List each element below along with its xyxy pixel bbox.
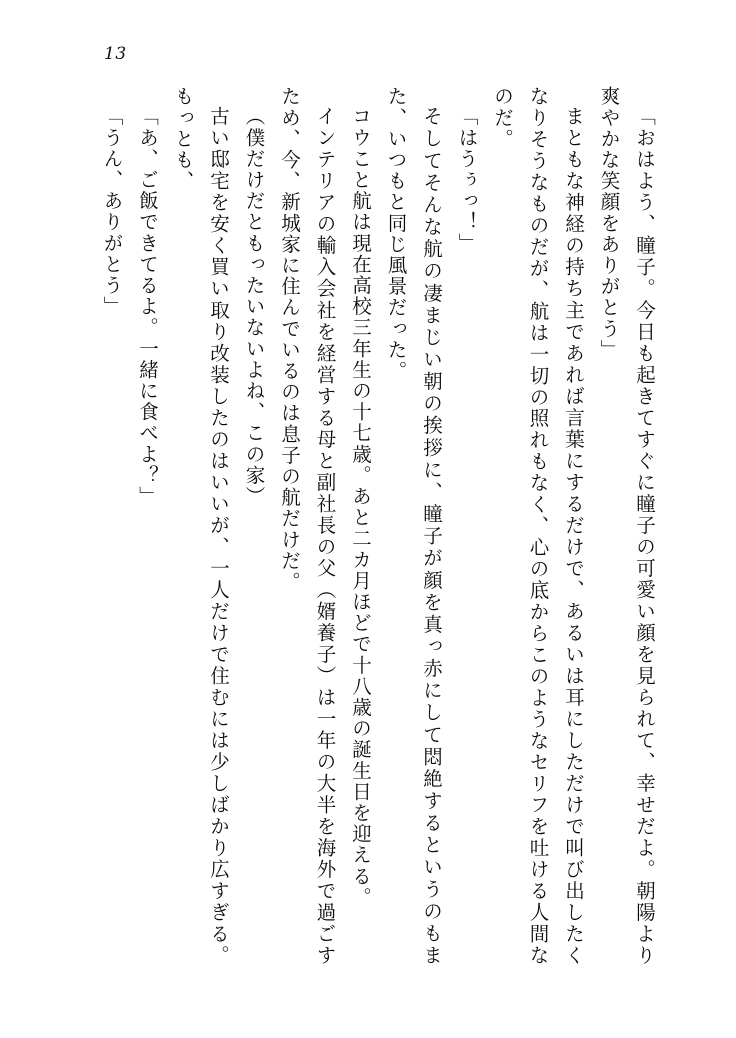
page-body-text — [102, 86, 662, 966]
paragraph: 古い邸宅を安く買い取り改装したのはいいが、一人だけで住むには少しばかり広すぎる。もっとも、 — [171, 86, 230, 966]
paragraph: そしてそんな航の凄まじい朝の挨拶に、瞳子が顔を真っ赤にして悶絶するというのもまた、いつもと同じ風景だった。 — [384, 86, 443, 966]
paragraph: 「あ、ご飯できてるよ。一緒に食べよ？」 — [136, 106, 159, 507]
paragraph: 「うん、ありがとう」 — [100, 106, 124, 317]
paragraph: まともな神経の持ち主であれば言葉にするだけで、あるいは耳にしただけで叫び出したくなりそうなものだが、航は一切の照れもなく、心の底からこのようなセリフを吐ける人間なのだ。 — [491, 86, 585, 966]
paragraph: 「おはよう、瞳子。今日も起きてすぐに瞳子の可愛い顔を見られて、幸せだよ。朝陽より爽やかな笑顔をありがとう」 — [597, 86, 656, 966]
paragraph: コウこと航は現在高校三年生の十七歳。あと二カ月ほどで十八歳の誕生日を迎える。 — [349, 106, 372, 908]
paragraph: インテリアの輸入会社を経営する母と副社長の父（婿養子）は一年の大半を海外で過ごすため、今、新城家に住んでいるのは息子の航だけだ。 — [278, 86, 337, 966]
paragraph: （僕だけだともったいないよね、この家） — [242, 106, 266, 507]
page-number: 13 — [104, 44, 127, 64]
paragraph: 「はうぅっ！」 — [455, 106, 479, 254]
